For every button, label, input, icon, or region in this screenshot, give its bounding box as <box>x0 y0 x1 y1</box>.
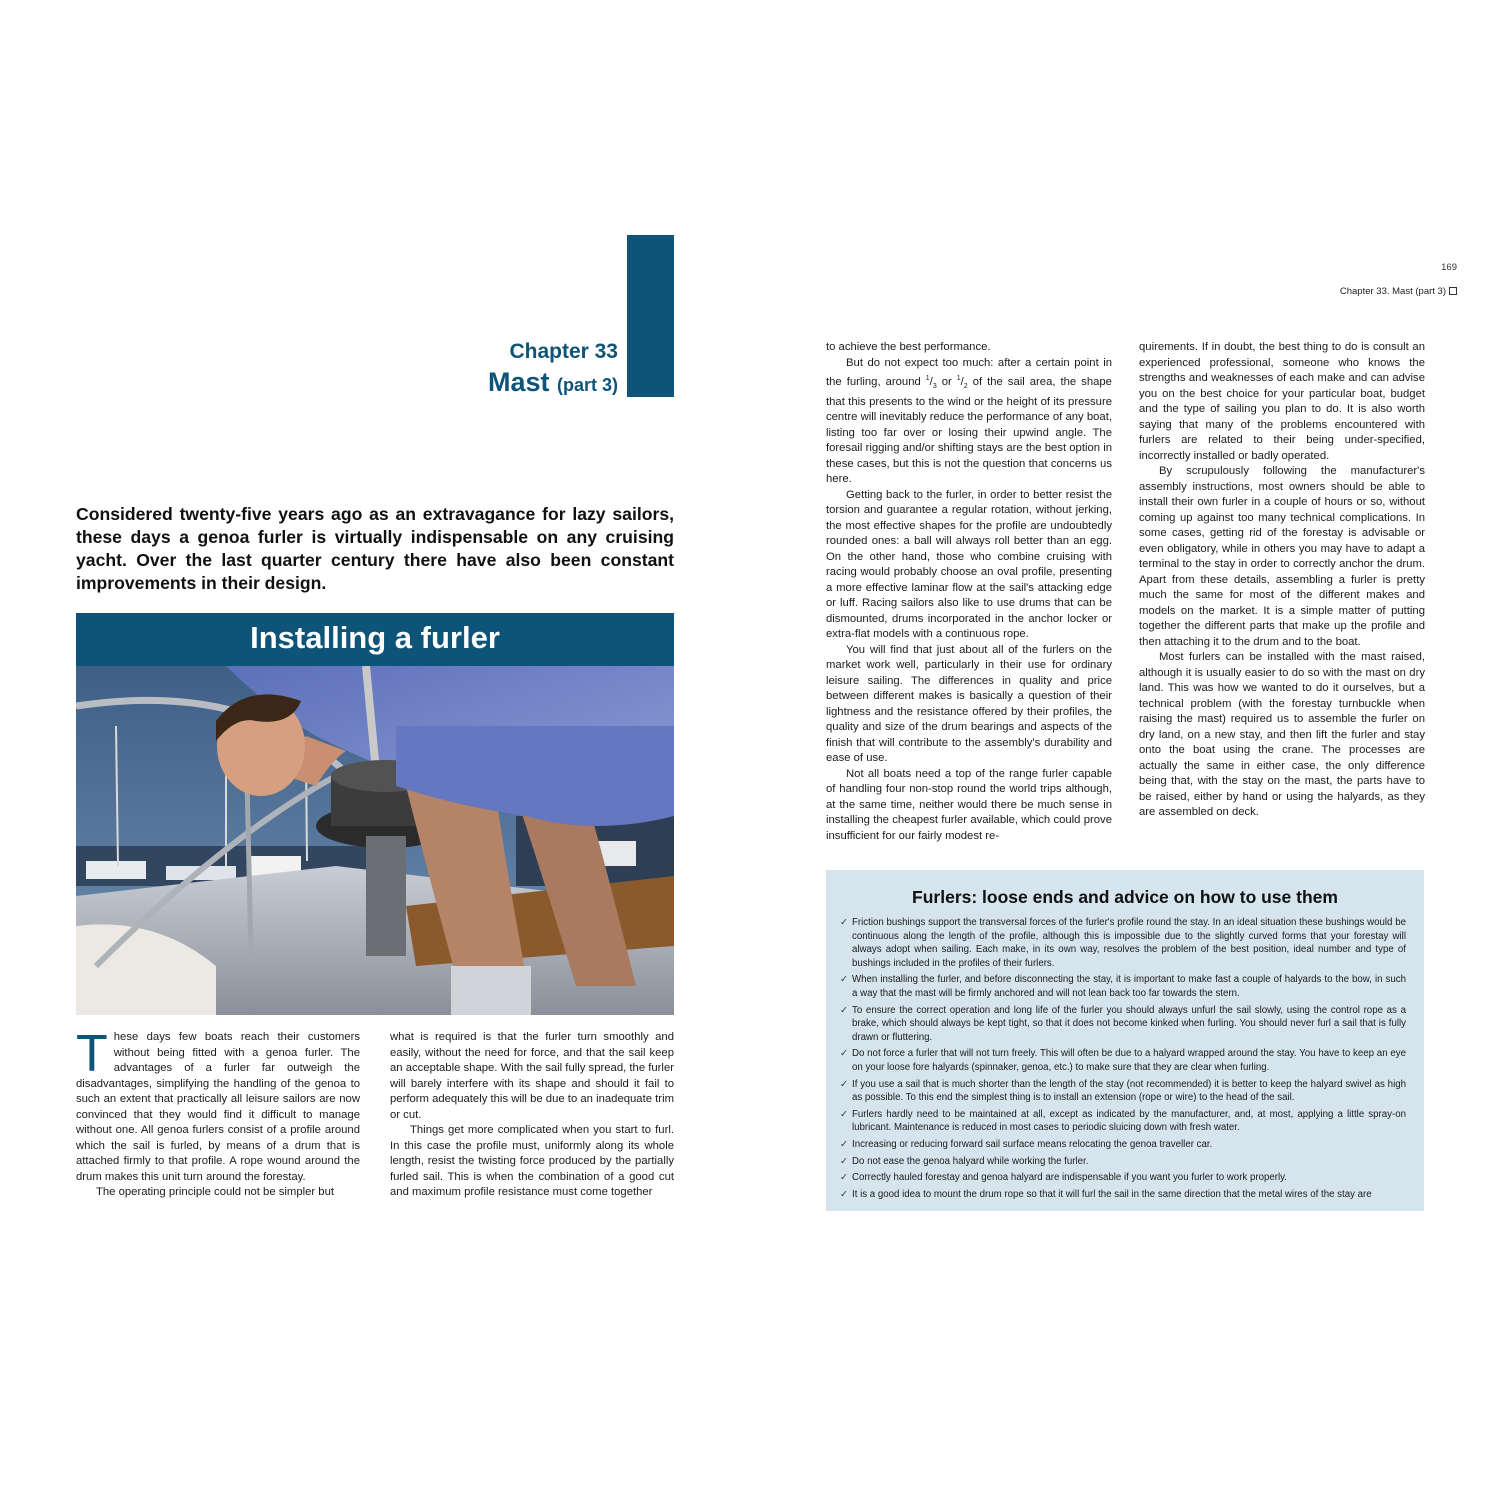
check-icon: ✓ <box>840 1078 848 1090</box>
section-banner: Installing a furler <box>76 613 674 666</box>
tip-text: Furlers hardly need to be maintained at all, except as indicated by the manufacturer, and, at most, applying a little spray-on lubricant. Maintenance is reduced in most cases to periodic sluicing down with fresh water. <box>852 1108 1406 1134</box>
drop-cap: T <box>76 1025 108 1083</box>
body-paragraph: But do not expect too much: after a certain point in the furling, around $^1/_3$ or $^1/_2$ of the sail area, the shape that this presents to the wind or the height of its pressure centre will inevitably reduce the performance of any boat, listing too far over or losing their upwind angle. The foresail rigging and/or shifting stays are the best option in these cases, but this is not the question that concerns us here. <box>826 356 1112 486</box>
check-icon: ✓ <box>840 1155 848 1167</box>
tip-item <box>840 973 1406 1000</box>
lead-paragraph: Considered twenty-five years ago as an extravagance for lazy sailors, these days a genoa furler is virtually indispensable on any cruising yacht. Over the last quarter century there have also been constant improvements in their design. <box>76 504 674 593</box>
running-head <box>1250 286 1457 297</box>
body-column-4 <box>1139 340 1425 821</box>
body-column-1 <box>76 1025 360 1201</box>
tip-item <box>840 1138 1406 1152</box>
body-paragraph: You will find that just about all of the furlers on the market work well, particularly in their use for ordinary leisure sailing. The differences in quality and price between different makes is basically a question of their lightness and the resistance offered by their profiles, the quality and size of the drum bearings and aspects of the finish that will contribute to the assembly's durability and ease of use. <box>826 643 1112 765</box>
tip-item <box>840 1155 1406 1169</box>
chapter-title <box>340 367 618 398</box>
body-column-2 <box>390 1030 674 1201</box>
tip-item <box>840 1108 1406 1135</box>
body-paragraph: quirements. If in doubt, the best thing to do is consult an experienced professional, someone who knows the strengths and weaknesses of each make and can advise you on the best choice for your particular boat, budget and the type of sailing you plan to do. It is also worth saying that many of the problems encountered with furlers are related to their being under-specified, incorrectly installed or badly operated. <box>1139 341 1425 462</box>
tip-text: Do not force a furler that will not turn freely. This will often be due to a halyard wrapped around the stay. You have to keep an eye on your loose fore halyards (spinnaker, genoa, etc.) to make sure that they are clear when furling. <box>852 1048 1406 1073</box>
body-paragraph <box>76 1025 360 1185</box>
page-number: 169 <box>1441 262 1457 273</box>
check-icon: ✓ <box>840 917 848 928</box>
body-text: of the sail area, the shape that this presents to the wind or the height of its pressure centre will inevitably reduce the performance of any boat, listing too far over or losing their upwind angle. The foresail rigging and/or shifting stays are the best option in these cases, but this is not the question that concerns us here. <box>826 375 1112 486</box>
tip-item <box>840 1171 1406 1185</box>
body-paragraph: By scrupulously following the manufacturer's assembly instructions, most owners should be able to install their own furler in a couple of hours or so, without coming up against too many technical complications. In some cases, getting rid of the forestay is advisable or even obligatory, while in others you may have to adapt a terminal to the stay in order to correctly anchor the drum. Apart from these details, assembling a furler is pretty much the same for most of the different makes and models on the market. It is a simple matter of putting together the different parts that make up the profile and then attaching it to the drum and to the boat. <box>1139 465 1425 648</box>
tip-text: If you use a sail that is much shorter than the length of the stay (not recommended) it is better to keep the halyard swivel as high as possible. To this end the simplest thing is to install an extension (rope or wire) to the head of the sail. <box>852 1078 1406 1104</box>
body-paragraph: Things get more complicated when you start to furl. In this case the profile must, uniformly along its whole length, resist the twisting force produced by the partially furled sail. This is when the combination of a good cut and maximum profile resistance must come together <box>390 1124 674 1198</box>
tip-text: To ensure the correct operation and long life of the furler you should always unfurl the sail slowly, using the control rope as a brake, which should always be kept tight, so that it does not become kinked when furling. You should never furl a sail that is fully drawn or fluttering. <box>852 1004 1406 1043</box>
fraction-numerator: 1 <box>956 375 961 382</box>
body-text: But do not expect too much: after a certain point in the furling, around <box>826 356 1112 388</box>
body-text: hese days few boats reach their customers without being fitted with a genoa furler. The advantages of a furler far outweigh the disadvantages, simplifying the handling of the genoa to such an extent that practically all leisure sailors are now convinced that they would find it difficult to manage without one. All genoa furlers consist of a profile around which the sail is furled, by means of a drum that is attached firmly to that profile. A rope wound around the drum makes this unit turn around the forestay. <box>76 1031 360 1183</box>
body-paragraph: Getting back to the furler, in order to better resist the torsion and guarantee a regular rotation, without jerking, the most effective shapes for the profile are undoubtedly rounded ones: a ball will always roll better than an egg. On the other hand, those who combine cruising with racing would probably choose an oval profile, presenting a more effective laminar flow at the sail's attacking edge or luff. Racing sailors also like to use drums that can be dismounted, drums incorporated in the anchor locker or extra-flat models with a continuous rope. <box>826 488 1112 641</box>
fraction-numerator: 1 <box>925 375 930 382</box>
tip-text: Friction bushings support the transversal forces of the furler's profile round the stay. In an ideal situation these bushings would be continuous along the length of the profile, although this is impossible due to the slightly curved forms that your forestay will always adopt when sailing. Each make, in its own way, resolves the problem of the best position, ideal number and type of bushings included in the profiles of their furlers. <box>852 917 1406 969</box>
tip-item <box>840 1188 1406 1202</box>
check-icon: ✓ <box>840 1138 848 1150</box>
fraction-denominator: 3 <box>932 383 937 391</box>
tip-item <box>840 916 1406 970</box>
check-icon: ✓ <box>840 1004 848 1016</box>
body-paragraph: Most furlers can be installed with the mast raised, although it is usually easier to do so with the mast on dry land. This was how we wanted to do it ourselves, but a technical problem (with the forestay turnbuckle when raising the mast) required us to assemble the furler on dry land, on a new stay, and then lift the furler and stay onto the boat using the crane. The processes are actually the same in either case, the only difference being that, with the stay on the mast, the parts have to be raised, either by hand or using the halyards, as they are assembled on deck. <box>1139 651 1425 818</box>
tip-item <box>840 1047 1406 1074</box>
tips-title: Furlers: loose ends and advice on how to use them <box>912 887 1338 907</box>
check-icon: ✓ <box>840 974 848 986</box>
tip-text: Correctly hauled forestay and genoa halyard are indispensable if you want you furler to work properly. <box>852 1172 1287 1184</box>
fraction-denominator: 2 <box>963 383 968 391</box>
running-head-text: Chapter 33. Mast (part 3) <box>1339 286 1446 297</box>
body-column-3 <box>826 340 1112 844</box>
furler-installation-photo <box>76 666 674 1015</box>
body-paragraph: The operating principle could not be simpler but <box>96 1186 335 1198</box>
tip-item <box>840 1004 1406 1045</box>
chapter-subtitle: (part 3) <box>556 375 618 395</box>
body-paragraph: to achieve the best performance. <box>826 341 991 353</box>
check-icon: ✓ <box>840 1188 848 1200</box>
body-paragraph: what is required is that the furler turn smoothly and easily, without the need for force, and that the sail keep an acceptable shape. With the sail fully spread, the furler will barely interfere with its shape and should it fail to perform adequately this will be due to an inadequate trim or cut. <box>390 1031 674 1121</box>
body-text: or <box>936 375 957 388</box>
body-paragraph: Not all boats need a top of the range furler capable of handling four non-stop round the world trips although, at the same time, neither would there be much sense in installing the cheapest furler available, which could prove insufficient for our fairly modest re- <box>826 767 1112 842</box>
tip-text: Increasing or reducing forward sail surface means relocating the genoa traveller car. <box>852 1138 1213 1150</box>
tip-item <box>840 1078 1406 1105</box>
tip-text: It is a good idea to mount the drum rope so that it will furl the sail in the same direction that the metal wires of the stay are <box>852 1188 1372 1200</box>
chapter-title-text: Mast <box>487 367 550 397</box>
square-bullet-icon <box>1449 287 1457 295</box>
check-icon: ✓ <box>840 1048 848 1060</box>
tips-list <box>826 916 1424 1201</box>
check-icon: ✓ <box>840 1172 848 1184</box>
tips-sidebar <box>826 870 1424 1211</box>
tip-text: When installing the furler, and before disconnecting the stay, it is important to make fast a couple of halyards to the bow, in such a way that the mast will be firmly anchored and will not lean back too far towards the stern. <box>852 974 1406 999</box>
check-icon: ✓ <box>840 1108 848 1120</box>
tip-text: Do not ease the genoa halyard while working the furler. <box>852 1155 1089 1167</box>
chapter-number: Chapter 33 <box>509 340 618 363</box>
chapter-accent-bar <box>627 235 674 397</box>
